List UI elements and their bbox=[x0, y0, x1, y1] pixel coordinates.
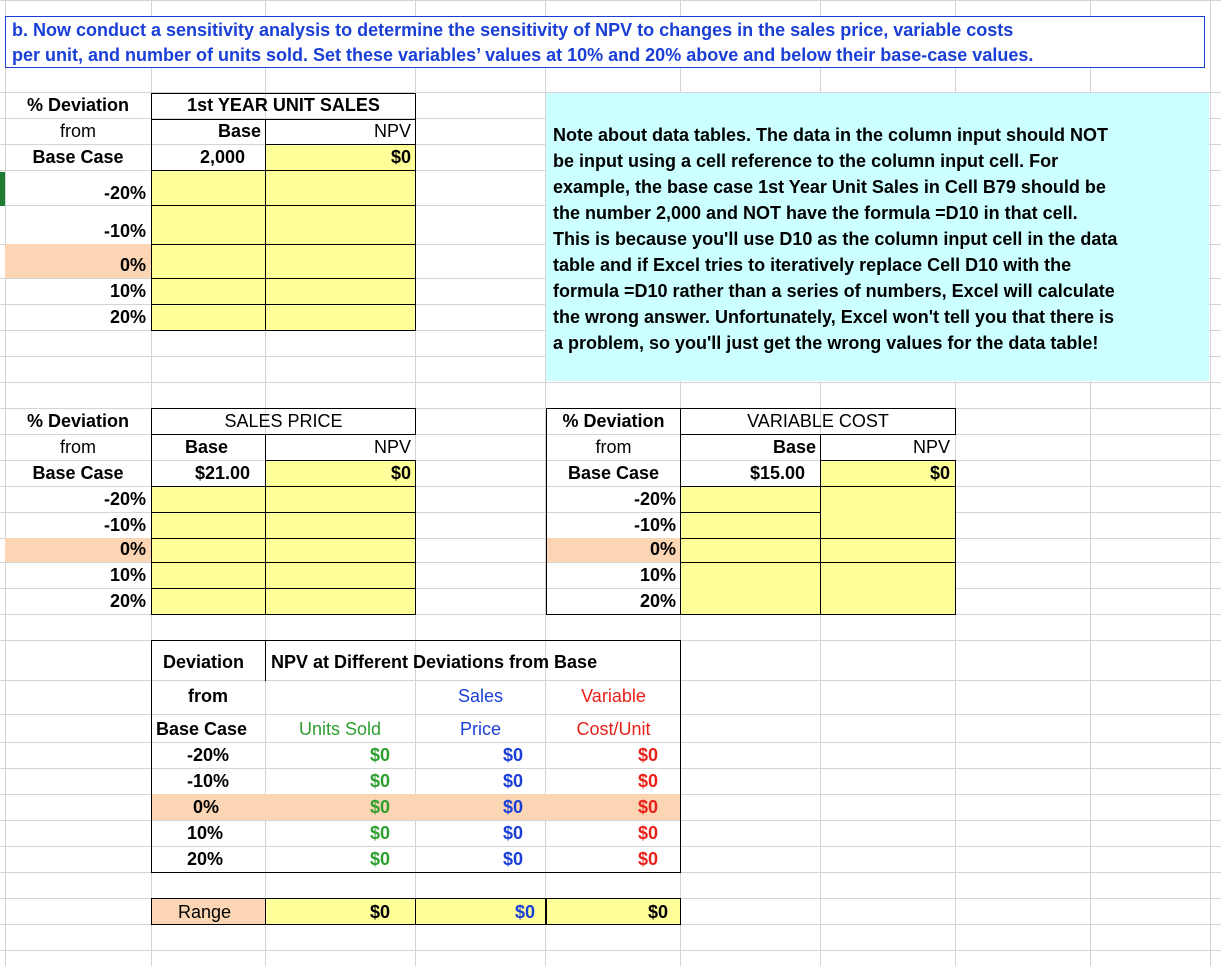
range-units-value: $0 bbox=[369, 902, 390, 922]
sales-price-cell[interactable] bbox=[265, 486, 416, 513]
summary-cost-header-2: Cost/Unit bbox=[576, 719, 651, 739]
unit-sales-dev: -10% bbox=[103, 221, 146, 241]
sales-price-dev: 0% bbox=[119, 539, 146, 559]
note-line: formula =D10 rather than a series of numbers, Excel will calculate bbox=[553, 281, 1115, 301]
variable-cost-cell[interactable] bbox=[680, 486, 821, 513]
summary-dev: -20% bbox=[187, 745, 230, 765]
unit-sales-base-value[interactable]: 2,000 bbox=[200, 147, 246, 167]
unit-sales-cell[interactable] bbox=[265, 205, 416, 245]
sales-price-cell[interactable] bbox=[151, 486, 266, 513]
deviation-header-1: % Deviation bbox=[26, 411, 130, 431]
deviation-header-3: Base Case bbox=[567, 463, 660, 483]
deviation-header-1: % Deviation bbox=[562, 411, 665, 431]
variable-cost-npv-value: $0 bbox=[929, 463, 950, 483]
sales-price-cell[interactable] bbox=[265, 562, 416, 589]
variable-cost-npv-label: NPV bbox=[912, 437, 950, 457]
unit-sales-title: 1st YEAR UNIT SALES bbox=[187, 95, 380, 115]
unit-sales-cell[interactable] bbox=[151, 304, 266, 331]
summary-cost-header-1: Variable bbox=[581, 686, 646, 706]
variable-cost-dev: -20% bbox=[633, 489, 676, 509]
sales-price-title: SALES PRICE bbox=[224, 411, 343, 431]
range-price-value: $0 bbox=[514, 902, 535, 922]
sales-price-cell[interactable] bbox=[151, 562, 266, 589]
variable-cost-cell[interactable] bbox=[680, 562, 821, 615]
summary-dev: -10% bbox=[187, 771, 230, 791]
sales-price-dev: 20% bbox=[109, 591, 146, 611]
summary-units-value: $0 bbox=[369, 745, 390, 765]
summary-cost-value: $0 bbox=[637, 823, 658, 843]
deviation-header-1: % Deviation bbox=[26, 95, 130, 115]
variable-cost-base-label: Base bbox=[772, 437, 816, 457]
unit-sales-cell[interactable] bbox=[265, 278, 416, 305]
deviation-header-2: from bbox=[60, 437, 96, 457]
variable-cost-cell[interactable] bbox=[680, 538, 821, 563]
variable-cost-dev: 0% bbox=[649, 539, 676, 559]
unit-sales-base-label: Base bbox=[217, 121, 261, 141]
instruction-banner bbox=[5, 16, 1205, 68]
note-line: Note about data tables. The data in the column input should NOT bbox=[553, 125, 1109, 145]
summary-units-header: Units Sold bbox=[298, 719, 382, 739]
sales-price-base-label: Base bbox=[185, 437, 229, 457]
variable-cost-title: VARIABLE COST bbox=[747, 411, 889, 431]
sales-price-cell[interactable] bbox=[151, 588, 266, 615]
range-cost-value: $0 bbox=[647, 902, 668, 922]
summary-price-value: $0 bbox=[502, 797, 523, 817]
unit-sales-dev: 20% bbox=[109, 307, 146, 327]
sales-price-dev: -20% bbox=[103, 489, 146, 509]
instruction-line-2: per unit, and number of units sold. Set these variables’ values at 10% and 20% above and below their base-case values. bbox=[12, 45, 1034, 65]
summary-col0-header-1: Deviation bbox=[163, 652, 245, 672]
unit-sales-dev: -20% bbox=[103, 183, 146, 203]
variable-cost-cell[interactable] bbox=[820, 486, 956, 539]
summary-cost-value: $0 bbox=[637, 797, 658, 817]
unit-sales-cell[interactable] bbox=[151, 244, 266, 279]
unit-sales-dev: 0% bbox=[119, 255, 146, 275]
summary-dev: 0% bbox=[193, 797, 220, 817]
summary-col0-header-2: from bbox=[188, 686, 228, 706]
summary-units-value: $0 bbox=[369, 823, 390, 843]
unit-sales-cell[interactable] bbox=[151, 170, 266, 206]
sales-price-cell[interactable] bbox=[265, 538, 416, 563]
summary-title: NPV at Different Deviations from Base bbox=[271, 652, 598, 672]
note-line: table and if Excel tries to iteratively replace Cell D10 with the bbox=[553, 255, 1072, 275]
unit-sales-dev: 10% bbox=[109, 281, 146, 301]
summary-price-header-2: Price bbox=[459, 719, 501, 739]
note-line: example, the base case 1st Year Unit Sales in Cell B79 should be bbox=[553, 177, 1106, 197]
unit-sales-npv-value: $0 bbox=[390, 147, 411, 167]
note-line: the number 2,000 and NOT have the formula =D10 in that cell. bbox=[553, 203, 1078, 223]
variable-cost-dev: 20% bbox=[639, 591, 676, 611]
note-line: be input using a cell reference to the column input cell. For bbox=[553, 151, 1059, 171]
unit-sales-cell[interactable] bbox=[265, 170, 416, 206]
note-line: the wrong answer. Unfortunately, Excel won't tell you that there is bbox=[553, 307, 1115, 327]
unit-sales-cell[interactable] bbox=[151, 205, 266, 245]
deviation-header-3: Base Case bbox=[32, 147, 124, 167]
deviation-header-3: Base Case bbox=[32, 463, 124, 483]
variable-cost-cell[interactable] bbox=[820, 538, 956, 563]
note-line: a problem, so you'll just get the wrong values for the data table! bbox=[553, 333, 1099, 353]
sales-price-cell[interactable] bbox=[151, 512, 266, 539]
sales-price-dev: -10% bbox=[103, 515, 146, 535]
unit-sales-npv-label: NPV bbox=[373, 121, 411, 141]
summary-price-value: $0 bbox=[502, 849, 523, 869]
summary-dev: 10% bbox=[187, 823, 224, 843]
instruction-line-1: b. Now conduct a sensitivity analysis to determine the sensitivity of NPV to changes in the sales price, variable costs bbox=[12, 20, 1014, 40]
sales-price-cell[interactable] bbox=[265, 512, 416, 539]
deviation-header-2: from bbox=[595, 437, 632, 457]
variable-cost-dev: -10% bbox=[633, 515, 676, 535]
unit-sales-cell[interactable] bbox=[265, 244, 416, 279]
summary-price-value: $0 bbox=[502, 745, 523, 765]
summary-units-value: $0 bbox=[369, 849, 390, 869]
sales-price-cell[interactable] bbox=[265, 588, 416, 615]
unit-sales-cell[interactable] bbox=[265, 304, 416, 331]
variable-cost-dev: 10% bbox=[639, 565, 676, 585]
deviation-header-2: from bbox=[60, 121, 96, 141]
note-line: This is because you'll use D10 as the column input cell in the data bbox=[553, 229, 1118, 249]
summary-price-header-1: Sales bbox=[457, 686, 504, 706]
summary-cost-value: $0 bbox=[637, 745, 658, 765]
range-label: Range bbox=[178, 902, 232, 922]
sales-price-dev: 10% bbox=[109, 565, 146, 585]
sales-price-npv-value: $0 bbox=[390, 463, 411, 483]
unit-sales-cell[interactable] bbox=[151, 278, 266, 305]
variable-cost-cell[interactable] bbox=[680, 512, 821, 539]
summary-cost-value: $0 bbox=[637, 849, 658, 869]
variable-cost-base-value[interactable]: $15.00 bbox=[750, 463, 806, 483]
sales-price-cell[interactable] bbox=[151, 538, 266, 563]
summary-units-value: $0 bbox=[369, 797, 390, 817]
summary-price-value: $0 bbox=[502, 823, 523, 843]
summary-col0-header-3: Base Case bbox=[156, 719, 248, 739]
sales-price-npv-label: NPV bbox=[373, 437, 411, 457]
summary-dev: 20% bbox=[187, 849, 224, 869]
summary-cost-value: $0 bbox=[637, 771, 658, 791]
summary-units-value: $0 bbox=[369, 771, 390, 791]
variable-cost-cell[interactable] bbox=[820, 562, 956, 615]
sales-price-base-value[interactable]: $21.00 bbox=[195, 463, 251, 483]
note-box bbox=[546, 93, 1209, 381]
summary-price-value: $0 bbox=[502, 771, 523, 791]
